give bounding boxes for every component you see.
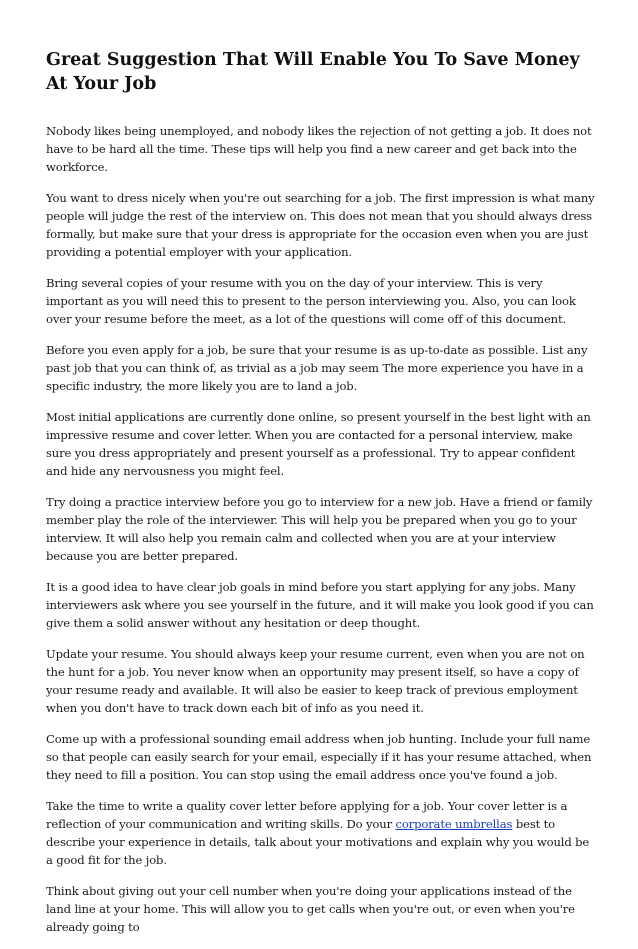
- article-title: Great Suggestion That Will Enable You To Save Money At Your Job: [46, 50, 580, 94]
- paragraph-7: It is a good idea to have clear job goals in mind before you start applying for any jobs. Many interviewers ask where you see yourself in the future, and it will make you look good if you can give them a solid answer without any hesitation or deep thought.: [46, 580, 594, 630]
- corporate-umbrellas-link[interactable]: corporate umbrellas: [395, 817, 513, 831]
- paragraph-10-text-after: best to describe your experience in details, talk about your motivations and explain why you would be a good fit for the job.: [46, 817, 590, 867]
- paragraph-8: Update your resume. You should always keep your resume current, even when you are not on the hunt for a job. You never know when an opportunity may present itself, so have a copy of your resume ready and available. It will also be easier to keep track of previous employment when you don't have to track down each bit of info as you need it.: [46, 647, 585, 715]
- paragraph-4: Before you even apply for a job, be sure that your resume is as up-to-date as possible. List any past job that you can think of, as trivial as a job may seem The more experience you have in a specific industry, the more likely you are to land a job.: [46, 343, 588, 393]
- paragraph-6: Try doing a practice interview before you go to interview for a new job. Have a friend or family member play the role of the interviewer. This will help you be prepared when you go to your interview. It will also help you remain calm and collected when you are at your interview because you are better prepared.: [46, 495, 593, 563]
- paragraph-3: Bring several copies of your resume with you on the day of your interview. This is very important as you will need this to present to the person interviewing you. Also, you can look over your resume before the meet, as a lot of the questions will come off of this document.: [46, 276, 576, 326]
- paragraph-11: Think about giving out your cell number when you're doing your applications instead of the land line at your home. This will allow you to get calls when you're out, or even when you're already going to: [46, 884, 575, 934]
- paragraph-1: Nobody likes being unemployed, and nobody likes the rejection of not getting a job. It does not have to be hard all the time. These tips will help you find a new career and get back into the workforce.: [46, 124, 592, 174]
- paragraph-9: Come up with a professional sounding email address when job hunting. Include your full name so that people can easily search for your email, especially if it has your resume attached, when they need to fill a position. You can stop using the email address once you've found a job.: [46, 732, 592, 782]
- paragraph-10-text-before: Take the time to write a quality cover letter before applying for a job. Your cover letter is a reflection of your communication and writing skills. Do your: [46, 799, 568, 831]
- document-page: [46, 48, 598, 949]
- paragraph-10: [46, 797, 598, 869]
- paragraph-5: Most initial applications are currently done online, so present yourself in the best light with an impressive resume and cover letter. When you are contacted for a personal interview, make sure you dress appropriately and present yourself as a professional. Try to appear confident and hide any nervousness you might feel.: [46, 410, 591, 478]
- paragraph-2: You want to dress nicely when you're out searching for a job. The first impression is what many people will judge the rest of the interview on. This does not mean that you should always dress formally, but make sure that your dress is appropriate for the occasion even when you are just providing a potential employer with your application.: [46, 191, 595, 259]
